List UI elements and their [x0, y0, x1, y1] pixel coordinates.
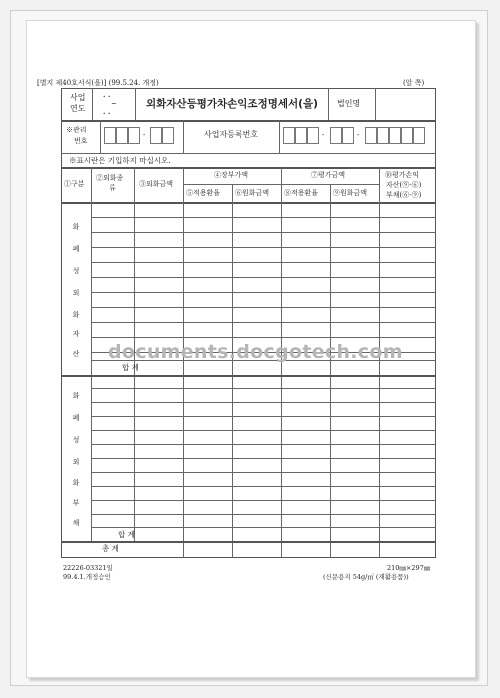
divider-grand-total: [61, 541, 436, 543]
biz-reg-box-3[interactable]: [307, 127, 319, 144]
watermark: documents.docgotech.com: [108, 341, 403, 363]
divider-year: [92, 88, 93, 120]
row-line: [91, 262, 436, 263]
divider-id: [61, 153, 436, 154]
assets-char-6: 자: [72, 330, 80, 338]
biz-reg-box-7[interactable]: [377, 127, 389, 144]
col-header-currency-2: 류: [109, 184, 116, 192]
row-line: [91, 337, 436, 338]
assets-char-1: 화: [72, 223, 80, 231]
year-label-1: 사업: [70, 93, 86, 102]
biz-reg-box-1[interactable]: [283, 127, 295, 144]
row-line: [91, 247, 436, 248]
divider-biz-label: [183, 120, 184, 153]
row-line: [91, 292, 436, 293]
biz-reg-box-5[interactable]: [342, 127, 354, 144]
liab-char-6: 부: [72, 499, 80, 507]
col-header-eval-value: ⑦평가금액: [311, 171, 346, 179]
assets-char-5: 화: [72, 311, 80, 319]
mgmt-dash: -: [143, 131, 146, 139]
divider-period: [135, 88, 136, 120]
col-divider-4: [232, 184, 233, 558]
footer-form-code: 22226-03321일: [63, 564, 113, 572]
divider-mgmt: [100, 120, 101, 153]
col-divider-6: [330, 184, 331, 558]
row-line: [91, 500, 436, 501]
biz-reg-label: 사업자등록번호: [204, 130, 259, 139]
row-line: [91, 486, 436, 487]
corp-name-label: 법인명: [337, 99, 361, 108]
col-header-eval-rate: ⑧적용환율: [284, 189, 319, 197]
notice-text: ※표시란은 기입하지 마십시오.: [69, 156, 171, 165]
row-line: [91, 322, 436, 323]
divider-assets-subtotal: [61, 375, 436, 377]
col-header-liability-formula: 부채(⑥-⑨): [386, 191, 422, 199]
mgmt-no-box-1[interactable]: [104, 127, 116, 144]
biz-reg-box-6[interactable]: [365, 127, 377, 144]
col-header-asset-formula: 자산(⑨-⑥): [386, 181, 422, 189]
row-line: [91, 472, 436, 473]
liab-char-7: 채: [72, 519, 80, 527]
assets-char-2: 폐: [72, 245, 80, 253]
mgmt-no-box-5[interactable]: [162, 127, 174, 144]
biz-reg-dash-2: -: [357, 131, 360, 139]
footer-approval: 99.4.1.개정승인: [63, 573, 111, 581]
form-number: [별지 제40호서식(을)] (99.5.24. 개정): [37, 79, 159, 87]
grand-total-label: 총 계: [102, 544, 119, 553]
assets-char-4: 외: [72, 289, 80, 297]
period-start-dots: · ·: [103, 92, 111, 101]
mgmt-no-box-2[interactable]: [116, 127, 128, 144]
row-line: [91, 388, 436, 389]
mgmt-no-box-4[interactable]: [150, 127, 162, 144]
col-header-book-value: ④장부가액: [214, 171, 249, 179]
biz-reg-box-10[interactable]: [413, 127, 425, 144]
liab-char-3: 성: [72, 436, 80, 444]
biz-reg-box-4[interactable]: [330, 127, 342, 144]
row-line: [91, 416, 436, 417]
liab-subtotal-label: 합 계: [118, 530, 135, 539]
assets-subtotal-label: 합 계: [122, 363, 139, 372]
col-divider-1: [91, 167, 92, 541]
col-header-eval-krw: ⑨원화금액: [333, 189, 368, 197]
col-header-book-rate: ⑤적용환율: [186, 189, 221, 197]
row-line: [91, 444, 436, 445]
divider-biz-value: [279, 120, 280, 153]
liab-char-2: 폐: [72, 414, 80, 422]
footer-paper-type: (신문용지 54g/㎡ (재활용품)): [323, 573, 409, 581]
divider-corp-value: [375, 88, 376, 120]
liab-char-1: 화: [72, 392, 80, 400]
assets-char-7: 산: [72, 350, 80, 358]
mgmt-no-label-2: 번호: [74, 137, 88, 145]
year-label-2: 연도: [70, 104, 86, 113]
page-title: 외화자산등평가차손익조정명세서(을): [146, 98, 318, 110]
col-header-fx-amount: ③외화금액: [139, 180, 174, 188]
biz-reg-box-8[interactable]: [389, 127, 401, 144]
mgmt-no-box-3[interactable]: [128, 127, 140, 144]
row-line: [91, 232, 436, 233]
row-line: [91, 514, 436, 515]
corp-name-value[interactable]: [380, 94, 432, 114]
col-header-book-krw: ⑥원화금액: [235, 189, 270, 197]
biz-reg-dash-1: -: [322, 131, 325, 139]
col-header-currency-1: ②외화종: [96, 174, 124, 182]
col-header-gain-loss: ⑩평가손익: [385, 171, 420, 179]
col-header-category: ①구분: [64, 180, 85, 188]
row-line: [91, 458, 436, 459]
row-line: [91, 430, 436, 431]
assets-char-3: 성: [72, 267, 80, 275]
liab-char-4: 외: [72, 458, 80, 466]
row-line: [91, 527, 436, 528]
biz-reg-box-9[interactable]: [401, 127, 413, 144]
row-line: [91, 402, 436, 403]
page-side-label: (앞 쪽): [403, 79, 425, 87]
divider-title-corp: [328, 88, 329, 120]
row-line: [91, 307, 436, 308]
period-tilde: ~: [111, 100, 117, 108]
liab-char-5: 화: [72, 479, 80, 487]
row-line: [91, 217, 436, 218]
row-line: [91, 277, 436, 278]
footer-paper-size: 210㎜×297㎜: [387, 564, 431, 572]
period-end-dots: · ·: [103, 109, 111, 118]
divider-title: [61, 120, 436, 122]
biz-reg-box-2[interactable]: [295, 127, 307, 144]
mgmt-no-label-1: ※관리: [66, 126, 87, 134]
